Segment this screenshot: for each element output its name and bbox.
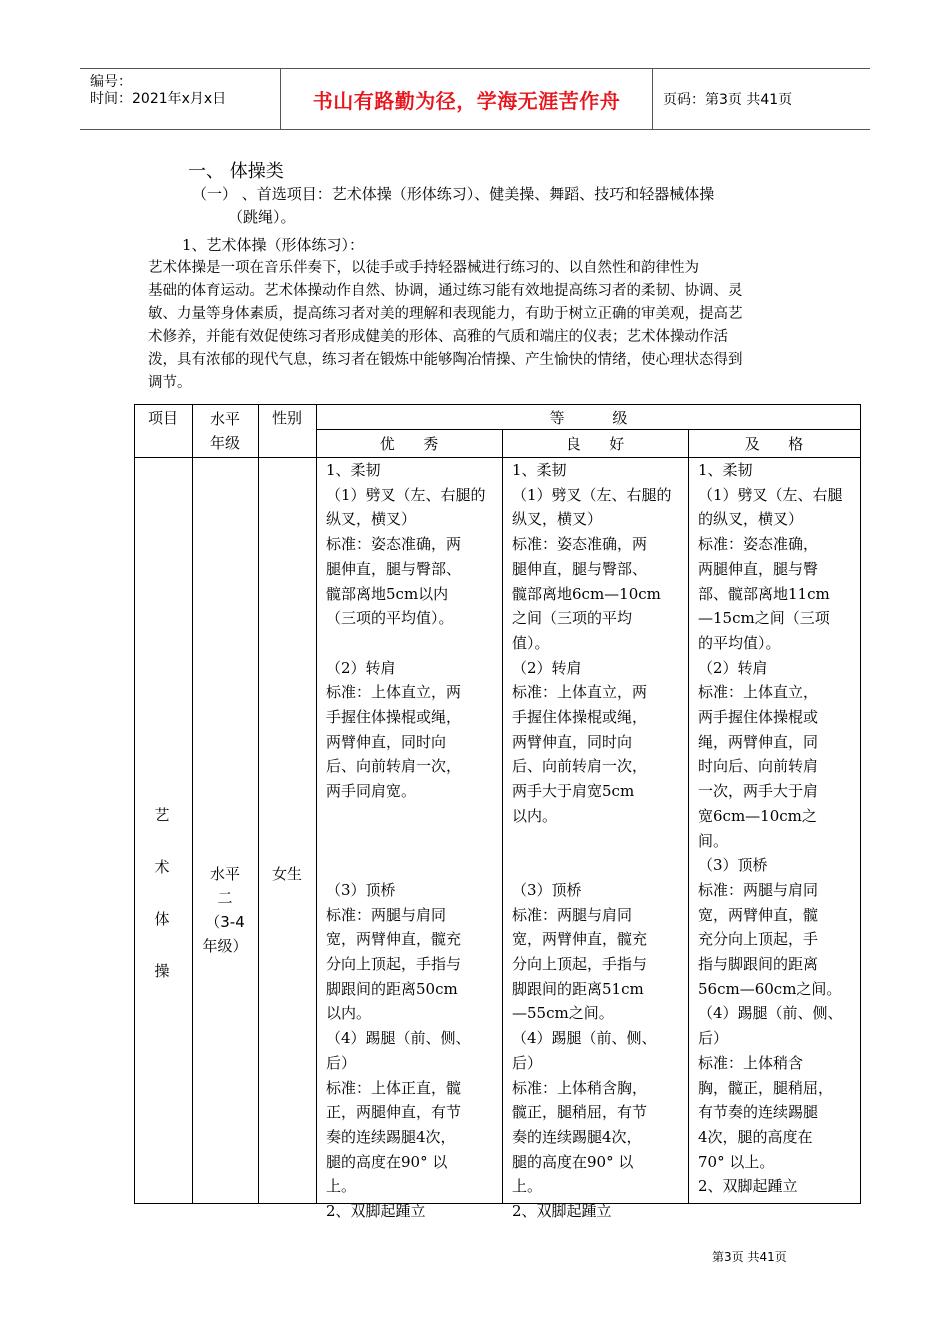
criteria-line: （1）劈叉（左、右腿的 — [512, 485, 672, 504]
criteria-line: 2、双脚起踵立 — [326, 1202, 426, 1221]
criteria-line: 脚跟间的距离51cm — [512, 979, 644, 998]
intro-paragraph — [148, 257, 810, 395]
criteria-line: 1、柔韧 — [326, 461, 381, 479]
criteria-line: 胸，髋正，腿稍屈， — [698, 1078, 834, 1097]
criteria-line: 间。 — [698, 831, 729, 850]
level-line: 年级） — [202, 937, 248, 955]
criteria-line: （1）劈叉（左、右腿 — [698, 485, 843, 504]
header-level — [192, 407, 258, 455]
page-info: 页码：第3页 共41页 — [663, 92, 793, 108]
criteria-line — [512, 829, 672, 854]
header-gender: 性别 — [271, 409, 302, 427]
header-good: 良 好 — [565, 435, 625, 453]
criteria-line: 腿伸直，腿与臀部、 — [326, 559, 462, 578]
criteria-line: 时向后、向前转肩 — [698, 757, 819, 776]
criteria-line: 分向上顶起，手指与 — [512, 955, 648, 974]
criteria-line: 56cm—60cm之间。 — [698, 979, 842, 998]
criteria-line: （2）转肩 — [326, 658, 396, 677]
item-name-vertical — [150, 804, 174, 1012]
paragraph-line: 泼，具有浓郁的现代气息，练习者在锻炼中能够陶冶情操、产生愉快的情绪，使心理状态得到 — [148, 352, 743, 368]
number-label: 编号： — [90, 74, 132, 90]
criteria-line: 两手同肩宽。 — [326, 782, 417, 801]
criteria-line: 标准：上体稍含胸， — [512, 1078, 648, 1097]
criteria-line: 标准：姿态准确，两 — [326, 535, 462, 554]
table-col-line — [502, 429, 503, 1204]
criteria-line: 腿伸直，腿与臀部、 — [512, 559, 648, 578]
criteria-line: （4）踢腿（前、侧、 — [512, 1029, 657, 1048]
criteria-line — [512, 853, 672, 878]
criteria-line: （4）踢腿（前、侧、 — [698, 1004, 843, 1023]
criteria-line: 后） — [326, 1053, 357, 1072]
time-label: 时间：2021年x月x日 — [90, 91, 227, 107]
header-excellent: 优 秀 — [379, 435, 439, 453]
criteria-line — [326, 829, 486, 854]
header-pass: 及 格 — [744, 435, 804, 453]
section-title: 一、 体操类 — [188, 161, 284, 182]
criteria-line: 充分向上顶起，手 — [698, 930, 819, 949]
criteria-line: 2、双脚起踵立 — [698, 1177, 798, 1196]
criteria-line: 腿的高度在90° 以 — [512, 1152, 634, 1171]
level-line: （3-4 — [205, 913, 245, 931]
criteria-line: 两手握住体操棍或 — [698, 708, 819, 727]
criteria-line: 70° 以上。 — [698, 1152, 775, 1171]
criteria-line: 两手大于肩宽5cm — [512, 782, 635, 801]
table-col-line — [192, 404, 193, 1204]
criteria-line: 两腿伸直，腿与臀 — [698, 559, 819, 578]
subsection-title-continued: （跳绳）。 — [228, 208, 296, 226]
criteria-line: （2）转肩 — [698, 658, 768, 677]
criteria-line: 以内。 — [512, 806, 558, 825]
criteria-line: 手握住体操棍或绳， — [512, 708, 648, 727]
header-motto-cell — [281, 69, 653, 129]
criteria-line: 宽6cm—10cm之 — [698, 806, 817, 825]
criteria-line: 上。 — [512, 1177, 543, 1196]
page-footer: 第3页 共41页 — [712, 1250, 787, 1264]
paragraph-line: 术修养，并能有效促使练习者形成健美的形体、高雅的气质和端庄的仪表；艺术体操动作活 — [148, 329, 728, 345]
criteria-line — [326, 804, 486, 829]
excellent-column — [326, 458, 486, 1224]
criteria-line: （3）顶桥 — [326, 880, 396, 899]
criteria-line: 以内。 — [326, 1004, 372, 1023]
paragraph-line: 基础的体育运动。艺术体操动作自然、协调，通过练习能有效地提高练习者的柔韧、协调、灵 — [148, 283, 743, 299]
table-col-line — [688, 429, 689, 1204]
criteria-line: 值）。 — [512, 633, 550, 652]
criteria-line: 正，两腿伸直，有节 — [326, 1103, 462, 1122]
header-level-line: 年级 — [209, 434, 240, 452]
motto-text: 书山有路勤为径，学海无涯苦作舟 — [312, 88, 621, 113]
criteria-line: （2）转肩 — [512, 658, 582, 677]
criteria-line — [326, 631, 486, 656]
table-col-line — [258, 404, 259, 1204]
criteria-line: 1、柔韧 — [698, 461, 753, 479]
table-col-line — [316, 404, 317, 1204]
grading-table — [134, 404, 861, 1221]
criteria-line: 部、髋部离地11cm — [698, 584, 830, 603]
item-char: 术 — [154, 858, 170, 876]
criteria-line: 分向上顶起，手指与 — [326, 955, 462, 974]
item-heading: 1、艺术体操（形体练习）： — [182, 236, 365, 254]
criteria-line: （4）踢腿（前、侧、 — [326, 1029, 471, 1048]
header-item: 项目 — [147, 409, 178, 427]
subsection-title: （一） 、首选项目：艺术体操（形体练习）、健美操、舞蹈、技巧和轻器械体操 — [192, 185, 715, 203]
table-line-subheader — [316, 429, 861, 430]
table-border-left — [134, 404, 135, 1204]
criteria-line: 奏的连续踢腿4次， — [326, 1127, 456, 1146]
criteria-line: 后、向前转肩一次， — [512, 757, 648, 776]
criteria-line: 指与脚跟间的距离 — [698, 955, 819, 974]
criteria-line: 标准：两腿与肩同 — [326, 905, 447, 924]
criteria-line: 两臂伸直，同时向 — [512, 732, 633, 751]
criteria-line: 有节奏的连续踢腿 — [698, 1103, 819, 1122]
criteria-line: 后） — [698, 1029, 729, 1048]
criteria-line: —55cm之间。 — [512, 1004, 614, 1023]
criteria-line: 标准：上体正直，髋 — [326, 1078, 462, 1097]
criteria-line: （3）顶桥 — [512, 880, 582, 899]
criteria-line: 4次，腿的高度在 — [698, 1127, 813, 1146]
criteria-line: 后） — [512, 1053, 543, 1072]
criteria-line: 纵叉，横叉） — [326, 510, 417, 529]
item-char: 操 — [154, 962, 170, 980]
level-line: 水平 — [209, 865, 240, 883]
table-border-right — [860, 404, 861, 1204]
item-char: 艺 — [154, 806, 170, 824]
criteria-line: 脚跟间的距离50cm — [326, 979, 458, 998]
criteria-line: 髋正，腿稍屈，有节 — [512, 1103, 648, 1122]
criteria-line: 宽，两臂伸直，髋充 — [326, 930, 462, 949]
criteria-line: （三项的平均值）。 — [326, 609, 454, 628]
criteria-line: 宽，两臂伸直，髋 — [698, 905, 819, 924]
criteria-line: 标准：上体稍含 — [698, 1053, 804, 1072]
item-char: 体 — [154, 910, 170, 928]
header-meta — [80, 69, 281, 129]
criteria-line: 标准：上体直立，两 — [326, 683, 462, 702]
gender-value: 女生 — [271, 865, 302, 883]
criteria-line: 标准：姿态准确， — [698, 535, 819, 554]
criteria-line: （1）劈叉（左、右腿的 — [326, 485, 486, 504]
criteria-line: —15cm之间（三项 — [698, 609, 830, 628]
pass-column — [698, 458, 843, 1199]
criteria-line: 两臂伸直，同时向 — [326, 732, 447, 751]
table-border-top — [134, 404, 861, 405]
criteria-line: 上。 — [326, 1177, 357, 1196]
criteria-line: 奏的连续踢腿4次， — [512, 1127, 642, 1146]
criteria-line: 纵叉，横叉） — [512, 510, 603, 529]
criteria-line: 一次，两手大于肩 — [698, 782, 819, 801]
level-line: 二 — [217, 889, 233, 907]
criteria-line: 髋部离地6cm—10cm — [512, 584, 661, 603]
criteria-line: 标准：两腿与肩同 — [698, 880, 819, 899]
criteria-line: （3）顶桥 — [698, 856, 768, 875]
criteria-line: 1、柔韧 — [512, 461, 567, 479]
paragraph-line: 敏、力量等身体素质，提高练习者对美的理解和表现能力，有助于树立正确的审美观，提高艺 — [148, 306, 743, 322]
header-level-line: 水平 — [209, 410, 240, 428]
criteria-line: 2、双脚起踵立 — [512, 1202, 612, 1221]
criteria-line: 腿的高度在90° 以 — [326, 1152, 448, 1171]
level-value — [192, 862, 258, 958]
criteria-line: 的纵叉，横叉） — [698, 510, 804, 529]
page-header — [80, 68, 870, 130]
criteria-line: 髋部离地5cm以内 — [326, 584, 449, 603]
criteria-line: 后、向前转肩一次， — [326, 757, 462, 776]
criteria-line — [326, 853, 486, 878]
paragraph-line: 艺术体操是一项在音乐伴奏下，以徒手或手持轻器械进行练习的、以自然性和韵律性为 — [148, 260, 699, 276]
header-grade: 等 级 — [549, 409, 628, 427]
header-page-cell — [653, 69, 870, 129]
table-border-bottom — [134, 1203, 861, 1204]
good-column — [512, 458, 672, 1224]
criteria-line: 的平均值）。 — [698, 633, 781, 652]
paragraph-line: 调节。 — [148, 375, 192, 391]
criteria-line: 手握住体操棍或绳， — [326, 708, 462, 727]
criteria-line: 标准：两腿与肩同 — [512, 905, 633, 924]
criteria-line: 标准：上体直立， — [698, 683, 819, 702]
criteria-line: 标准：上体直立，两 — [512, 683, 648, 702]
criteria-line: 之间（三项的平均 — [512, 609, 633, 628]
criteria-line: 标准：姿态准确，两 — [512, 535, 648, 554]
criteria-line: 绳，两臂伸直，同 — [698, 732, 819, 751]
criteria-line: 宽，两臂伸直，髋充 — [512, 930, 648, 949]
